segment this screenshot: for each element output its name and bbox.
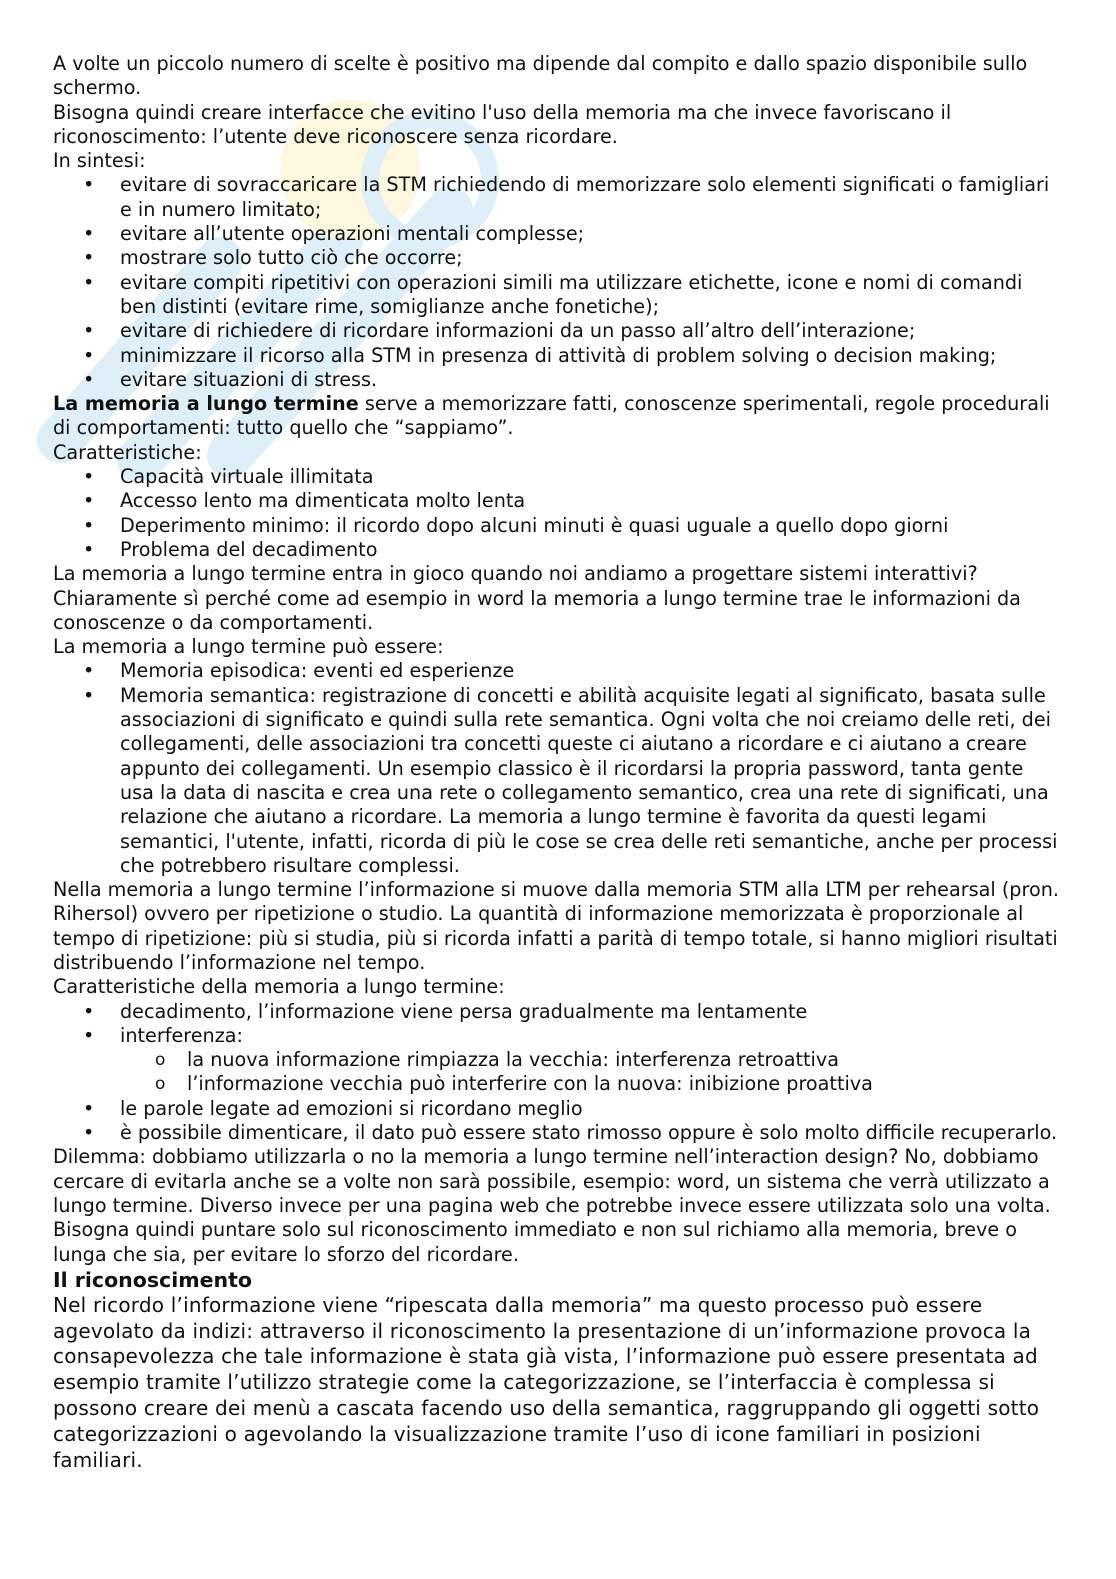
list-item: • evitare situazioni di stress. <box>53 368 1063 392</box>
list-item: • le parole legate ad emozioni si ricordano meglio <box>53 1097 1063 1121</box>
list-item: • Memoria episodica: eventi ed esperienze <box>53 659 1063 683</box>
document-body <box>53 52 1063 1473</box>
sub-list-item: o la nuova informazione rimpiazza la vecchia: interferenza retroattiva <box>53 1048 1063 1072</box>
paragraph: La memoria a lungo termine entra in gioco quando noi andiamo a progettare sistemi interattivi? Chiaramente sì perché come ad esempio in word la memoria a lungo termine trae le informazioni da conoscenze o da comportamenti. <box>53 562 1021 634</box>
bullet-list <box>53 1097 1063 1146</box>
sub-list-item: o l’informazione vecchia può interferire con la nuova: inibizione proattiva <box>53 1072 1063 1096</box>
bullet-list <box>53 659 1063 878</box>
paragraph: A volte un piccolo numero di scelte è positivo ma dipende dal compito e dallo spazio disponibile sullo schermo. <box>53 52 1028 100</box>
list-item: • Problema del decadimento <box>53 538 1063 562</box>
paragraph: Nella memoria a lungo termine l’informazione si muove dalla memoria STM alla LTM per rehearsal (pron. Rihersol) ovvero per ripetizione o studio. La quantità di informazione memorizzata è proporzionale al tempo di ripetizione: più si studia, più si ricorda infatti a parità di tempo totale, si hanno migliori risultati distribuendo l’informazione nel tempo. <box>53 878 1059 974</box>
list-item: • evitare di sovraccaricare la STM richiedendo di memorizzare solo elementi significati o famigliari e in numero limitato; <box>53 173 1063 222</box>
list-item: • evitare all’utente operazioni mentali complesse; <box>53 222 1063 246</box>
list-item: • Deperimento minimo: il ricordo dopo alcuni minuti è quasi uguale a quello dopo giorni <box>53 514 1063 538</box>
sub-list <box>53 1048 1063 1097</box>
list-item: • evitare compiti ripetitivi con operazioni simili ma utilizzare etichette, icone e nomi di comandi ben distinti (evitare rime, somiglianze anche fonetiche); <box>53 271 1063 320</box>
paragraph: Caratteristiche della memoria a lungo termine: <box>53 975 505 999</box>
paragraph: La memoria a lungo termine può essere: <box>53 635 444 659</box>
bold-term: La memoria a lungo termine <box>53 392 359 416</box>
bullet-list <box>53 173 1063 392</box>
list-item: • Accesso lento ma dimenticata molto lenta <box>53 489 1063 513</box>
list-item: • minimizzare il ricorso alla STM in presenza di attività di problem solving o decision making; <box>53 344 1063 368</box>
list-item: • evitare di richiedere di ricordare informazioni da un passo all’altro dell’interazione; <box>53 319 1063 343</box>
paragraph: Nel ricordo l’informazione viene “ripescata dalla memoria” ma questo processo può essere agevolato da indizi: attraverso il riconoscimento la presentazione di un’informazione provoca la consapevolezza che tale informazione è stata già vista, l’informazione può essere presentata ad esempio tramite l’utilizzo strategie come la categorizzazione, se l’interfaccia è complessa si possono creare dei menù a cascata facendo uso della semantica, raggruppando gli oggetti sotto categorizzazioni o agevolando la visualizzazione tramite l’uso di icone familiari in posizioni familiari. <box>53 1292 1040 1472</box>
paragraph: Dilemma: dobbiamo utilizzarla o no la memoria a lungo termine nell’interaction design? No, dobbiamo cercare di evitarla anche se a volte non sarà possibile, esempio: word, un sistema che verrà utilizzato a lungo termine. Diverso invece per una pagina web che potrebbe invece essere utilizzata solo una volta. Bisogna quindi puntare solo sul riconoscimento immediato e non sul richiamo alla memoria, breve o lunga che sia, per evitare lo sforzo del ricordare. <box>53 1145 1051 1266</box>
bullet-list <box>53 1000 1063 1049</box>
list-item: • interferenza: <box>53 1024 1063 1048</box>
list-item: • decadimento, l’informazione viene persa gradualmente ma lentamente <box>53 1000 1063 1024</box>
list-item: • Memoria semantica: registrazione di concetti e abilità acquisite legati al significato, basata sulle associazioni di significato e quindi sulla rete semantica. Ogni volta che noi creiamo delle reti, dei collegamenti, delle associazioni tra concetti queste ci aiutano a ricordare e ci aiutano a creare appunto dei collegamenti. Un esempio classico è il ricordarsi la propria password, tanta gente usa la data di nascita e crea una rete o collegamento semantico, crea una rete di significati, una relazione che aiutano a ricordare. La memoria a lungo termine è favorita da questi legami semantici, l'utente, infatti, ricorda di più le cose se crea delle reti semantiche, anche per processi che potrebbero risultare complessi. <box>53 684 1063 878</box>
paragraph-text: serve a memorizzare fatti, conoscenze sperimentali, regole procedurali di comportamenti: tutto quello che “sappiamo”. <box>53 392 1050 440</box>
bullet-list <box>53 465 1063 562</box>
list-item: • Capacità virtuale illimitata <box>53 465 1063 489</box>
paragraph: In sintesi: <box>53 149 146 173</box>
paragraph: Bisogna quindi creare interfacce che evitino l'uso della memoria ma che invece favoriscano il riconoscimento: l’utente deve riconoscere senza ricordare. <box>53 100 952 148</box>
paragraph <box>53 392 1063 441</box>
section-heading: Il riconoscimento <box>53 1267 252 1292</box>
paragraph: Caratteristiche: <box>53 440 202 464</box>
list-item: • è possibile dimenticare, il dato può essere stato rimosso oppure è solo molto difficile recuperarlo. <box>53 1121 1063 1145</box>
list-item: • mostrare solo tutto ciò che occorre; <box>53 246 1063 270</box>
